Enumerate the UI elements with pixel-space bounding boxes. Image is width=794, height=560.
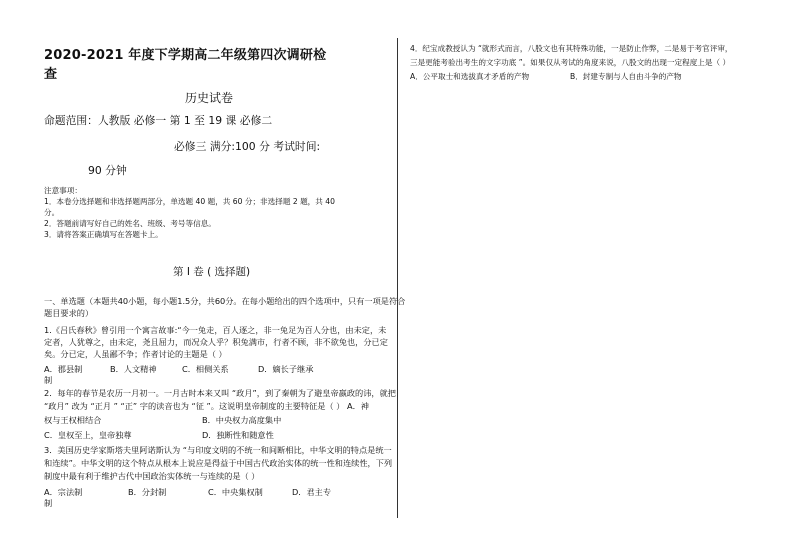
question-3-option-d: D．君主专 [292, 487, 332, 497]
question-1-line: 定者，人犹尊之，由未定，尧且屈力，而况众人乎？积兔满市，行者不顾，非不欲兔也，分已定 [44, 337, 388, 347]
question-3-option-d-cont: 制 [44, 498, 53, 508]
question-1-line: 1.《吕氏春秋》曾引用一个寓言故事:“今一兔走，百人逐之，非一兔足为百人分也，由未定，未 [44, 325, 387, 335]
note-line: 分。 [44, 208, 60, 217]
question-1-option-a: A．郡县制 [44, 364, 83, 374]
question-4-line: 4．纪宝成教授认为 “就形式而言，八股文也有其特殊功能，一是防止作弊，二是易于考官评审， [410, 44, 733, 53]
question-3-line: 和连续”。中华文明的这个特点从根本上说应是得益于中国古代政治实体的统一性和连续性，下列 [44, 458, 393, 468]
section-intro-line: 一、单选题（本题共40小题，每小题1.5分，共60分。在每小题给出的四个选项中，只有一项是符合 [44, 296, 406, 306]
question-4-option-a: A．公平取士和选拔真才矛盾的产物 [410, 72, 530, 81]
question-1-option-c: C．相侧关系 [182, 364, 229, 374]
section-title: 第 Ⅰ 卷 ( 选择题) [173, 266, 251, 278]
question-2-option-b: B．中央权力高度集中 [202, 415, 282, 425]
question-4-line: 三是更能考验出考生的文字功底 ”。如果仅从考试的角度来说，八股文的出现一定程度上是（ ） [410, 58, 731, 67]
question-1-option-b: B．人文精神 [110, 364, 157, 374]
question-3-line: 3．美国历史学家斯塔夫里阿诺斯认为 “与印度文明的不统一和间断相比，中华文明的特点是统一 [44, 445, 392, 455]
question-3-line: 制度中最有利于维护古代中国政治实体统一与连续的是（ ） [44, 471, 260, 481]
exam-scope-line: 命题范围：人教版 必修一 第 1 至 19 课 必修二 [44, 114, 273, 127]
question-2-option-a-cont: 权与王权相结合 [44, 415, 102, 425]
column-divider [397, 38, 398, 518]
question-2-option-c: C．皇权至上，皇帝独尊 [44, 430, 132, 440]
note-line: 2．答题前请写好自己的姓名、班级、考号等信息。 [44, 219, 216, 228]
question-2-line: “政月” 改为 “正月 ” “正” 字的读音也为 “征 ”。这说明皇帝制度的主要特征是（ ） A．神 [44, 401, 369, 411]
question-3-option-b: B．分封制 [128, 487, 167, 497]
section-intro-line: 题目要求的） [44, 308, 94, 318]
notes-header: 注意事项： [44, 186, 82, 195]
exam-time-line: 90 分钟 [88, 164, 127, 177]
question-2-line: 2．每年的春节是农历一月初一。一月古时本来又叫 “政月”，到了秦朝为了避皇帝嬴政的讳，就把 [44, 388, 396, 398]
note-line: 3．请将答案正确填写在答题卡上。 [44, 230, 163, 239]
exam-title-line-1: 2020-2021 年度下学期高二年级第四次调研检 [44, 48, 327, 63]
note-line: 1．本卷分选择题和非选择题两部分，单选题 40 题，共 60 分；非选择题 2 题，共 40 [44, 197, 335, 206]
question-3-option-a: A．宗法制 [44, 487, 83, 497]
question-1-option-d: D．嫡长子继承 [258, 364, 314, 374]
exam-title-line-2: 查 [44, 67, 58, 82]
question-1-option-d-cont: 制 [44, 375, 53, 385]
question-1-line: 矣。分已定，人虽鄙不争；作者讨论的主题是（ ） [44, 349, 227, 359]
exam-score-line: 必修三 满分:100 分 考试时间: [174, 140, 321, 153]
question-4-option-b: B．封建专制与人自由斗争的产物 [570, 72, 682, 81]
question-2-option-d: D．独断性和随意性 [202, 430, 274, 440]
exam-subject: 历史试卷 [185, 91, 234, 105]
question-3-option-c: C．中央集权制 [208, 487, 263, 497]
